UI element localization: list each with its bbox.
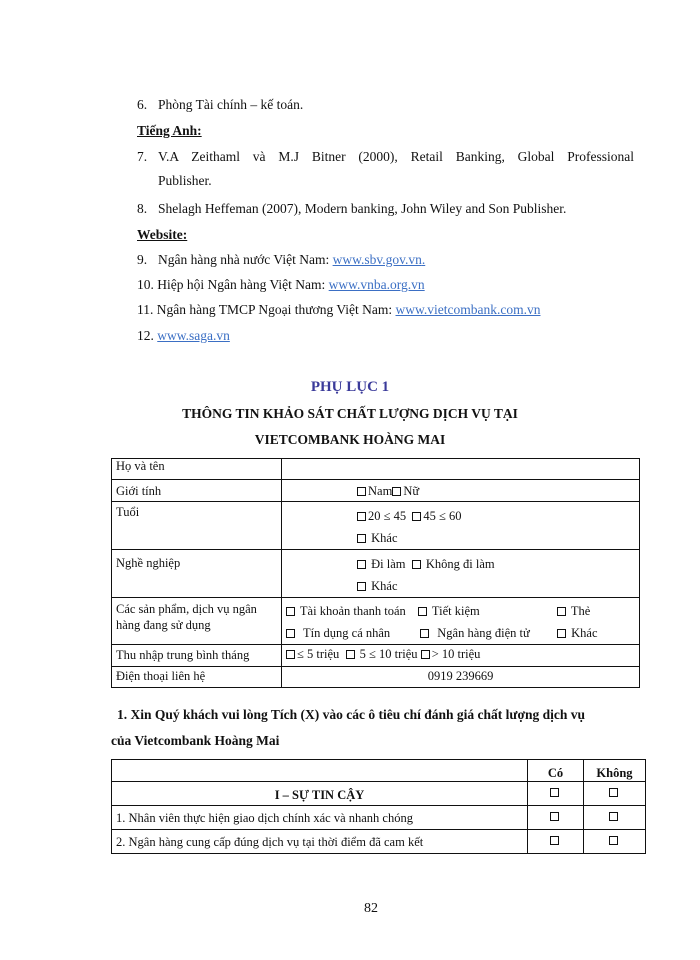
website-link[interactable]: www.saga.vn: [157, 328, 230, 343]
evaluation-table: [111, 759, 646, 854]
question-1-line2: của Vietcombank Hoàng Mai: [111, 733, 280, 748]
table-row: [112, 782, 646, 806]
checkbox-male[interactable]: [357, 487, 366, 496]
option-label: Tín dụng cá nhân: [303, 626, 391, 640]
option-label: Đi làm: [371, 557, 406, 571]
name-label: Họ và tên: [112, 459, 282, 480]
criterion-text: 1. Nhân viên thực hiện giao dịch chính xác và nhanh chóng: [112, 806, 528, 830]
reference-text: Shelagh Heffeman (2007), Modern banking, John Wiley and Son Publisher.: [158, 201, 567, 216]
product-option: [286, 600, 406, 622]
option-label: Tài khoản thanh toán: [299, 604, 406, 618]
option-label: Nam: [368, 484, 393, 498]
no-cell: [584, 782, 646, 806]
reference-text: Phòng Tài chính – kế toán.: [158, 97, 304, 112]
website-link[interactable]: www.vnba.org.vn: [328, 277, 425, 292]
checkbox-yes[interactable]: [550, 812, 559, 821]
option-label: 20 ≤ 45: [368, 509, 407, 523]
respondent-info-table: [111, 458, 640, 688]
table-row: [112, 645, 640, 667]
product-option: [557, 622, 598, 644]
yes-cell: [528, 830, 584, 854]
table-row: [112, 550, 640, 598]
question-1-line1: 1. Xin Quý khách vui lòng Tích (X) vào các ô tiêu chí đánh giá chất lượng dịch vụ: [117, 707, 586, 722]
products-label: Các sản phẩm, dịch vụ ngân hàng đang sử dụng: [112, 598, 282, 645]
reference-number: 12.: [137, 328, 154, 343]
gender-options: [282, 480, 640, 502]
option-label: Ngân hàng điện tử: [437, 626, 530, 640]
reference-10: [137, 277, 425, 293]
product-option: [418, 600, 480, 622]
table-row: [112, 598, 640, 645]
reference-12: [137, 328, 230, 344]
section-heading-english: Tiếng Anh:: [137, 123, 202, 138]
option-label: Không đi làm: [425, 557, 495, 571]
option-label: 5 ≤ 10 triệu: [359, 647, 418, 661]
table-row: [112, 806, 646, 830]
section-heading: I – SỰ TIN CẬY: [112, 782, 528, 806]
no-cell: [584, 830, 646, 854]
option-label: Nữ: [403, 484, 420, 498]
age-label: Tuổi: [112, 502, 282, 550]
reference-number: 11.: [137, 302, 154, 317]
checkbox-age-45-60[interactable]: [412, 512, 421, 521]
income-options: [282, 645, 640, 667]
checkbox-card[interactable]: [557, 607, 566, 616]
product-option: [420, 622, 530, 644]
checkbox-yes[interactable]: [550, 788, 559, 797]
checkbox-job-other[interactable]: [357, 582, 366, 591]
reference-text: V.A Zeithaml và M.J Bitner (2000), Retail Banking, Global Professional: [158, 149, 634, 164]
no-cell: [584, 806, 646, 830]
reference-number: 6.: [137, 97, 148, 112]
checkbox-savings[interactable]: [418, 607, 427, 616]
name-field[interactable]: [282, 459, 640, 480]
reference-text-continued: Publisher.: [158, 173, 212, 188]
table-row: [112, 830, 646, 854]
income-label: Thu nhập trung bình tháng: [112, 645, 282, 667]
product-option: [557, 600, 590, 622]
section-heading-website: Website:: [137, 227, 188, 242]
checkbox-income-low[interactable]: [286, 650, 295, 659]
reference-text: Ngân hàng TMCP Ngoại thương Việt Nam:: [156, 302, 396, 317]
page-number: 82: [364, 901, 378, 916]
checkbox-e-banking[interactable]: [420, 629, 429, 638]
criterion-text: 2. Ngân hàng cung cấp đúng dịch vụ tại thời điểm đã cam kết: [112, 830, 528, 854]
option-label: 45 ≤ 60: [423, 509, 462, 523]
reference-text: Hiệp hội Ngân hàng Việt Nam:: [157, 277, 329, 292]
survey-title-line1: THÔNG TIN KHẢO SÁT CHẤT LƯỢNG DỊCH VỤ TẠI: [182, 406, 518, 421]
option-label: > 10 triệu: [431, 647, 481, 661]
table-row: [112, 480, 640, 502]
criteria-header: [112, 760, 528, 782]
checkbox-age-20-45[interactable]: [357, 512, 366, 521]
column-yes: Có: [528, 760, 584, 782]
checkbox-yes[interactable]: [550, 836, 559, 845]
job-label: Nghề nghiệp: [112, 550, 282, 598]
reference-11: [137, 302, 540, 318]
checkbox-product-other[interactable]: [557, 629, 566, 638]
checkbox-female[interactable]: [392, 487, 401, 496]
reference-7: [137, 149, 634, 189]
checkbox-no[interactable]: [609, 788, 618, 797]
yes-cell: [528, 782, 584, 806]
checkbox-personal-credit[interactable]: [286, 629, 295, 638]
table-header-row: [112, 760, 646, 782]
checkbox-payment-account[interactable]: [286, 607, 295, 616]
link-trailing-period: .: [421, 252, 426, 267]
option-label: Khác: [371, 531, 398, 545]
reference-8: [137, 201, 566, 217]
checkbox-working[interactable]: [357, 560, 366, 569]
product-option: [286, 622, 390, 644]
phone-value: 0919 239669: [282, 667, 640, 688]
option-label: Thẻ: [570, 604, 591, 618]
reference-6: [137, 97, 303, 113]
checkbox-no[interactable]: [609, 836, 618, 845]
age-options: [282, 502, 640, 550]
table-row: [112, 459, 640, 480]
checkbox-income-mid[interactable]: [346, 650, 355, 659]
phone-label: Điện thoại liên hệ: [112, 667, 282, 688]
reference-number: 7.: [137, 149, 148, 164]
checkbox-income-high[interactable]: [421, 650, 430, 659]
reference-text: Ngân hàng nhà nước Việt Nam:: [158, 252, 333, 267]
reference-number: 8.: [137, 201, 148, 216]
checkbox-no[interactable]: [609, 812, 618, 821]
option-label: Tiết kiệm: [431, 604, 480, 618]
job-options: [282, 550, 640, 598]
gender-label: Giới tính: [112, 480, 282, 502]
table-row: [112, 502, 640, 550]
option-label: Khác: [571, 626, 598, 640]
survey-title-line2: VIETCOMBANK HOÀNG MAI: [254, 432, 446, 447]
option-label: Khác: [371, 579, 398, 593]
column-no: Không: [584, 760, 646, 782]
reference-9: [137, 252, 425, 268]
option-label: ≤ 5 triệu: [297, 647, 340, 661]
website-link[interactable]: www.sbv.gov.vn: [332, 252, 422, 267]
appendix-title: PHỤ LỤC 1: [310, 379, 390, 395]
table-row: [112, 667, 640, 688]
products-options: [282, 598, 640, 645]
checkbox-age-other[interactable]: [357, 534, 366, 543]
website-link[interactable]: www.vietcombank.com.vn: [395, 302, 541, 317]
checkbox-not-working[interactable]: [412, 560, 421, 569]
yes-cell: [528, 806, 584, 830]
reference-number: 9.: [137, 252, 148, 267]
reference-number: 10.: [137, 277, 154, 292]
